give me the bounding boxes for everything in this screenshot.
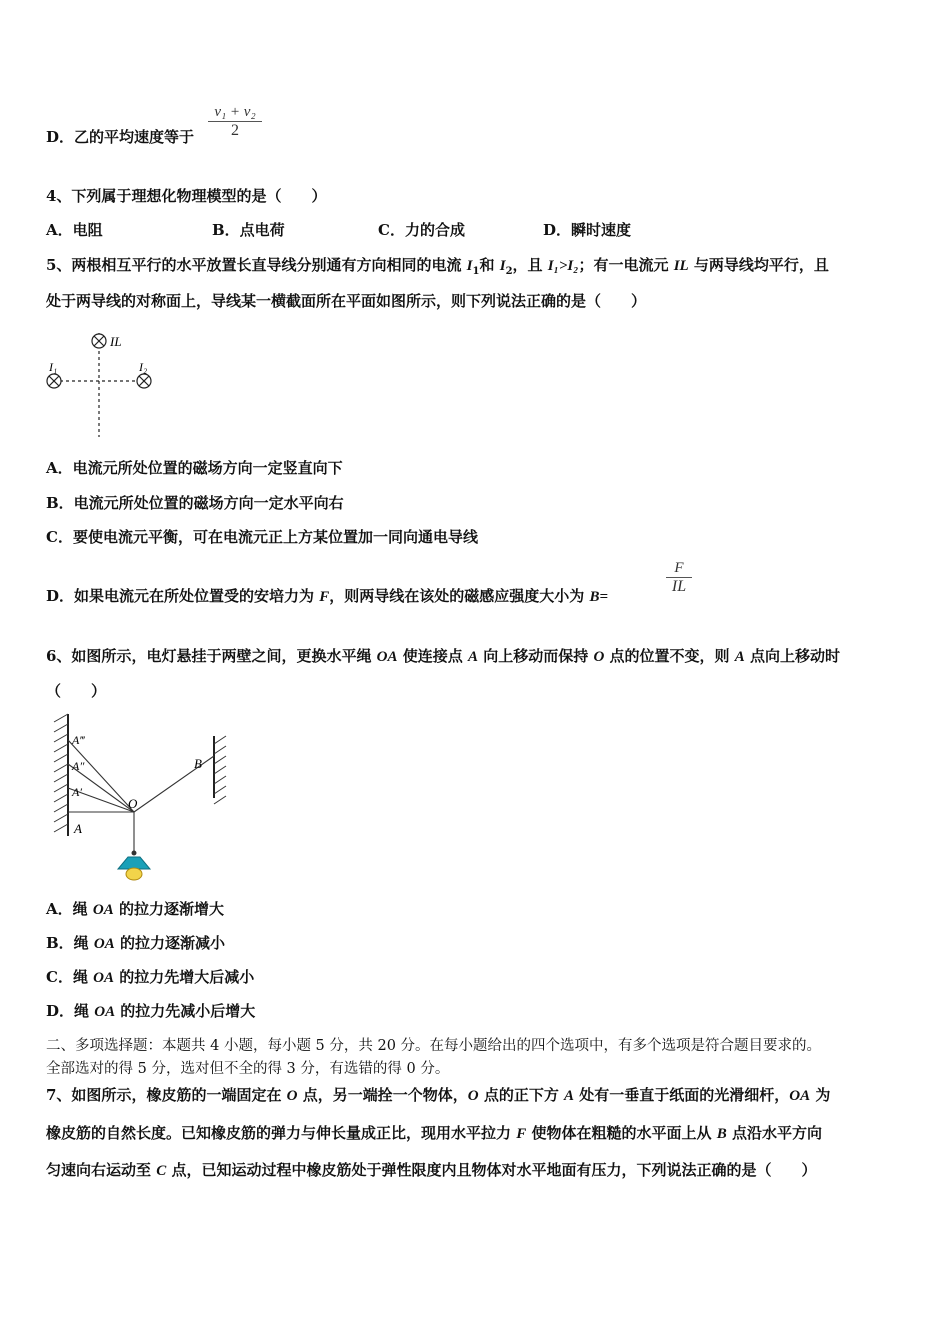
q4-option-b: B．点电荷 xyxy=(212,221,285,239)
left-wall xyxy=(54,714,68,836)
label-i2: I₂ xyxy=(139,360,148,374)
label-o: O xyxy=(128,796,138,811)
wire-i2-into-page-symbol xyxy=(137,374,151,388)
q5-option-b: B．电流元所处位置的磁场方向一定水平向右 xyxy=(46,494,344,512)
q6-option-d: D．绳 OA 的拉力先减小后增大 xyxy=(46,1002,256,1020)
label-a1: A′ xyxy=(72,785,82,799)
section-2-heading-line2: 全部选对的得 5 分，选对但不全的得 3 分，有选错的得 0 分。 xyxy=(46,1061,450,1077)
label-a: A xyxy=(74,821,82,836)
q6-option-c: C．绳 OA 的拉力先增大后减小 xyxy=(46,968,255,986)
current-element-into-page-symbol xyxy=(92,334,106,348)
label-il: IL xyxy=(110,334,122,349)
ropes xyxy=(68,740,214,852)
q5-option-c: C．要使电流元平衡，可在电流元正上方某位置加一同向通电导线 xyxy=(46,528,478,546)
q7-stem-line3: 匀速向右运动至 C 点，已知运动过程中橡皮筋处于弹性限度内且物体对水平地面有压力，下列说法正确的是（ ） xyxy=(46,1161,817,1179)
q5-b-fraction xyxy=(666,560,692,596)
fraction-numerator: v₁ + v₂ xyxy=(214,104,256,120)
q4-option-d: D．瞬时速度 xyxy=(543,221,632,239)
q3-average-velocity-fraction xyxy=(208,104,262,140)
q7-stem-line2: 橡皮筋的自然长度。已知橡皮筋的弹力与伸长量成正比，现用水平拉力 F 使物体在粗糙的水平面上从 B 点沿水平方向 xyxy=(46,1124,822,1142)
q6-stem-line1: 6、如图所示，电灯悬挂于两壁之间，更换水平绳 OA 使连接点 A 向上移动而保持 O 点的位置不变，则 A 点向上移动时 xyxy=(46,647,840,665)
q4-option-c: C．力的合成 xyxy=(378,221,465,239)
section-2-heading-line1: 二、多项选择题：本题共 4 小题，每小题 5 分，共 20 分。在每小题给出的四个选项中，有多个选项是符合题目要求的。 xyxy=(46,1038,822,1054)
q7-stem-line1: 7、如图所示，橡皮筋的一端固定在 O 点，另一端拴一个物体，O 点的正下方 A 处有一垂直于纸面的光滑细杆，OA 为 xyxy=(46,1086,831,1104)
q5-option-d: D．如果电流元在所处位置受的安培力为 F，则两导线在该处的磁感应强度大小为 B= xyxy=(46,587,609,605)
q3-option-d: D．乙的平均速度等于 xyxy=(46,128,195,146)
q6-option-a: A．绳 OA 的拉力逐渐增大 xyxy=(46,900,224,918)
q5-stem-line2: 处于两导线的对称面上，导线某一横截面所在平面如图所示，则下列说法正确的是（ ） xyxy=(46,292,647,310)
fraction-numerator: F xyxy=(674,560,684,576)
label-a3: A‴ xyxy=(72,733,85,747)
lamp-icon xyxy=(118,851,150,881)
wire-i1-into-page-symbol xyxy=(47,374,61,388)
fraction-denominator: IL xyxy=(671,578,687,595)
label-b: B xyxy=(194,756,202,771)
q4-stem: 4、下列属于理想化物理模型的是（ ） xyxy=(46,187,327,205)
label-a2: A″ xyxy=(72,759,85,773)
fraction-denominator: 2 xyxy=(231,122,239,139)
q5-wire-cross-section-figure xyxy=(40,325,170,440)
q5-option-a: A．电流元所处位置的磁场方向一定竖直向下 xyxy=(46,459,343,477)
right-wall xyxy=(214,736,226,804)
q4-option-a: A．电阻 xyxy=(46,221,103,239)
q6-stem-line2: （ ） xyxy=(46,682,107,700)
label-i1: I₁ xyxy=(49,360,58,374)
q6-lamp-between-walls-figure xyxy=(48,712,248,887)
q5-stem-line1: 5、两根相互平行的水平放置长直导线分别通有方向相同的电流 $I_1$和 $I_2$，且 I₁>I₂；有一电流元 IL 与两导线均平行，且 xyxy=(46,256,829,277)
q6-option-b: B．绳 OA 的拉力逐渐减小 xyxy=(46,934,225,952)
